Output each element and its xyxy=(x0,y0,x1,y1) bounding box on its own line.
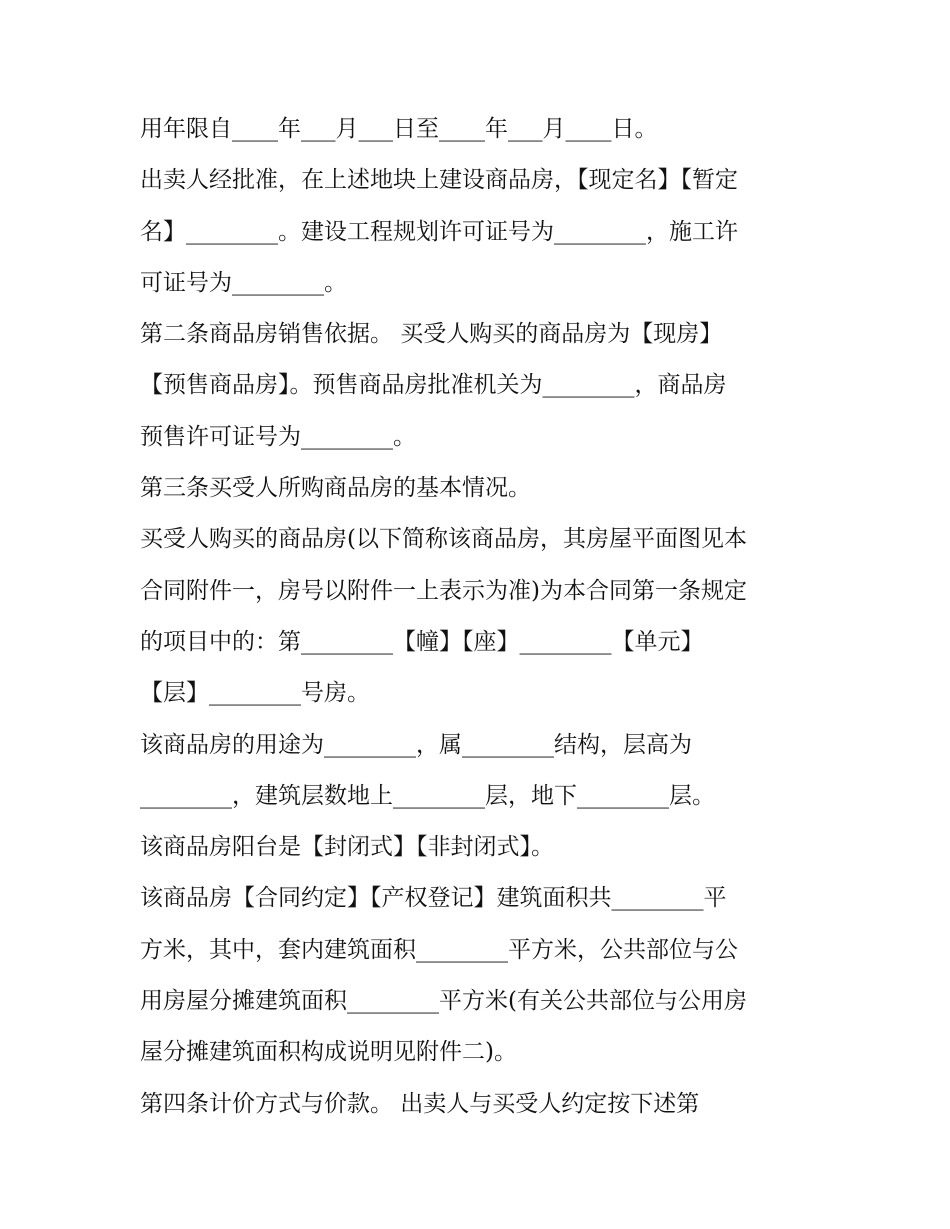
contract-text xyxy=(140,104,820,1130)
text-line: 用年限自____年___月___日至____年___月____日。 xyxy=(140,116,658,142)
text-line: 屋分摊建筑面积构成说明见附件二)。 xyxy=(140,1039,517,1066)
text-line: 【层】________号房。 xyxy=(140,680,370,707)
text-line: 预售许可证号为________。 xyxy=(140,423,416,450)
text-line: 出卖人经批准，在上述地块上建设商品房，【现定名】【暂定 xyxy=(140,167,738,194)
text-line: 该商品房的用途为________，属________结构，层高为 xyxy=(140,731,692,758)
text-line: 【预售商品房】。预售商品房批准机关为________，商品房 xyxy=(140,372,727,399)
text-line: 用房屋分摊建筑面积________平方米(有关公共部位与公用房 xyxy=(140,988,747,1015)
text-line: 买受人购买的商品房(以下简称该商品房，其房屋平面图见本 xyxy=(140,526,747,553)
text-line: 该商品房阳台是【封闭式】【非封闭式】。 xyxy=(140,834,554,861)
text-line: 第二条商品房销售依据。 买受人购买的商品房为【现房】 xyxy=(140,321,723,348)
text-line: 的项目中的：第________【幢】【座】________【单元】 xyxy=(140,628,704,655)
text-line: 该商品房【合同约定】【产权登记】建筑面积共________平 xyxy=(140,885,727,912)
text-line: 第四条计价方式与价款。 出卖人与买受人约定按下述第 xyxy=(140,1090,700,1117)
text-line: 可证号为________。 xyxy=(140,269,347,296)
text-line: 名】________。建设工程规划许可证号为________，施工许 xyxy=(140,218,738,245)
text-line: 第三条买受人所购商品房的基本情况。 xyxy=(140,475,531,502)
text-line: 方米，其中，套内建筑面积________平方米，公共部位与公 xyxy=(140,936,738,963)
text-line: 合同附件一，房号以附件一上表示为准)为本合同第一条规定 xyxy=(140,577,747,604)
text-line: ________，建筑层数地上________层，地下________层。 xyxy=(140,782,715,809)
